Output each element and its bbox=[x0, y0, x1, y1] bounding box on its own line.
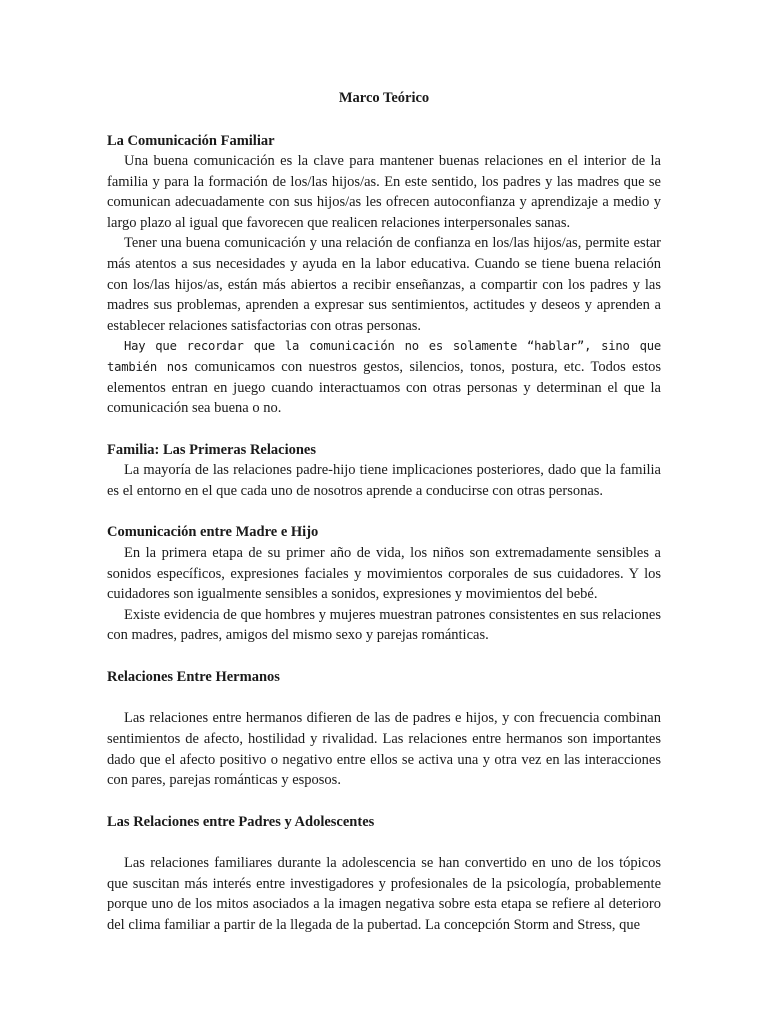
section-heading: La Comunicación Familiar bbox=[107, 132, 275, 149]
paragraph-rest-run: comunicamos con nuestros gestos, silencios, tonos, postura, etc. Todos estos elementos entran en juego cuando interactuamos con otras personas y determinan el que la comunicación sea buena o no. bbox=[107, 358, 662, 417]
section-primeras-relaciones bbox=[107, 440, 661, 502]
document-title: Marco Teórico bbox=[338, 90, 430, 106]
spacer bbox=[107, 791, 661, 812]
paragraph: Una buena comunicación es la clave para mantener buenas relaciones en el interior de la familia y para la formación de los/las hijos/as. En este sentido, los padres y las madres que se comunican adecuadamente con sus hijos/as les ofrecen autoconfianza y aprendizaje a medio y largo plazo al igual que favorecen que realicen relaciones interpersonales sanas. bbox=[107, 153, 661, 231]
section-padres-adolescentes bbox=[107, 812, 661, 936]
paragraph: Existe evidencia de que hombres y mujeres muestran patrones consistentes en sus relaciones con madres, padres, amigos del mismo sexo y parejas románticas. bbox=[107, 606, 661, 644]
spacer bbox=[107, 832, 661, 853]
paragraph: Tener una buena comunicación y una relación de confianza en los/las hijos/as, permite estar más atentos a sus necesidades y ayuda en la labor educativa. Cuando se tiene buena relación con los/las hijos/as, están más abiertos a recibir enseñanzas, a compartir con los padres y las madres sus problemas, aprenden a expresar sus sentimientos, actitudes y deseos y aprenden a establecer relaciones satisfactorias con otras personas. bbox=[107, 235, 661, 334]
section-heading: Relaciones Entre Hermanos bbox=[107, 668, 280, 685]
section-hermanos bbox=[107, 667, 661, 791]
paragraph-mono-run: Hay que recordar que la comunicación no es solamente “hablar”, sino que también nos bbox=[107, 339, 661, 374]
spacer bbox=[107, 687, 661, 708]
section-heading: Familia: Las Primeras Relaciones bbox=[107, 441, 316, 458]
paragraph: Las relaciones entre hermanos difieren de las de padres e hijos, y con frecuencia combinan sentimientos de afecto, hostilidad y rivalidad. Las relaciones entre hermanos son importantes dado que el afecto positivo o negativo entre ellos se activa una y otra vez en las interacciones con pares, parejas románticas y esposos. bbox=[107, 710, 661, 789]
paragraph: Las relaciones familiares durante la adolescencia se han convertido en uno de los tópicos que suscitan más interés entre investigadores y profesionales de la psicología, probablemente porque uno de los mitos asociados a la imagen negativa sobre esta etapa se refiere al deterioro del clima familiar a partir de la llegada de la pubertad. La concepción Storm and Stress, que bbox=[107, 855, 661, 934]
spacer bbox=[107, 501, 661, 522]
paragraph: La mayoría de las relaciones padre-hijo tiene implicaciones posteriores, dado que la familia es el entorno en el que cada uno de nosotros aprende a conducirse con otras personas. bbox=[107, 462, 661, 499]
spacer bbox=[107, 419, 661, 440]
section-heading: Comunicación entre Madre e Hijo bbox=[107, 524, 319, 541]
document-page bbox=[107, 88, 661, 936]
spacer bbox=[107, 646, 661, 667]
section-madre-hijo bbox=[107, 522, 661, 645]
paragraph-mixed-font bbox=[107, 336, 661, 418]
section-comunicacion-familiar bbox=[107, 131, 661, 419]
paragraph: En la primera etapa de su primer año de vida, los niños son extremadamente sensibles a sonidos específicos, expresiones faciales y movimientos corporales de sus cuidadores. Y los cuidadores son igualmente sensibles a sonidos, expresiones y movimientos del bebé. bbox=[107, 544, 661, 603]
section-heading: Las Relaciones entre Padres y Adolescentes bbox=[107, 813, 375, 830]
